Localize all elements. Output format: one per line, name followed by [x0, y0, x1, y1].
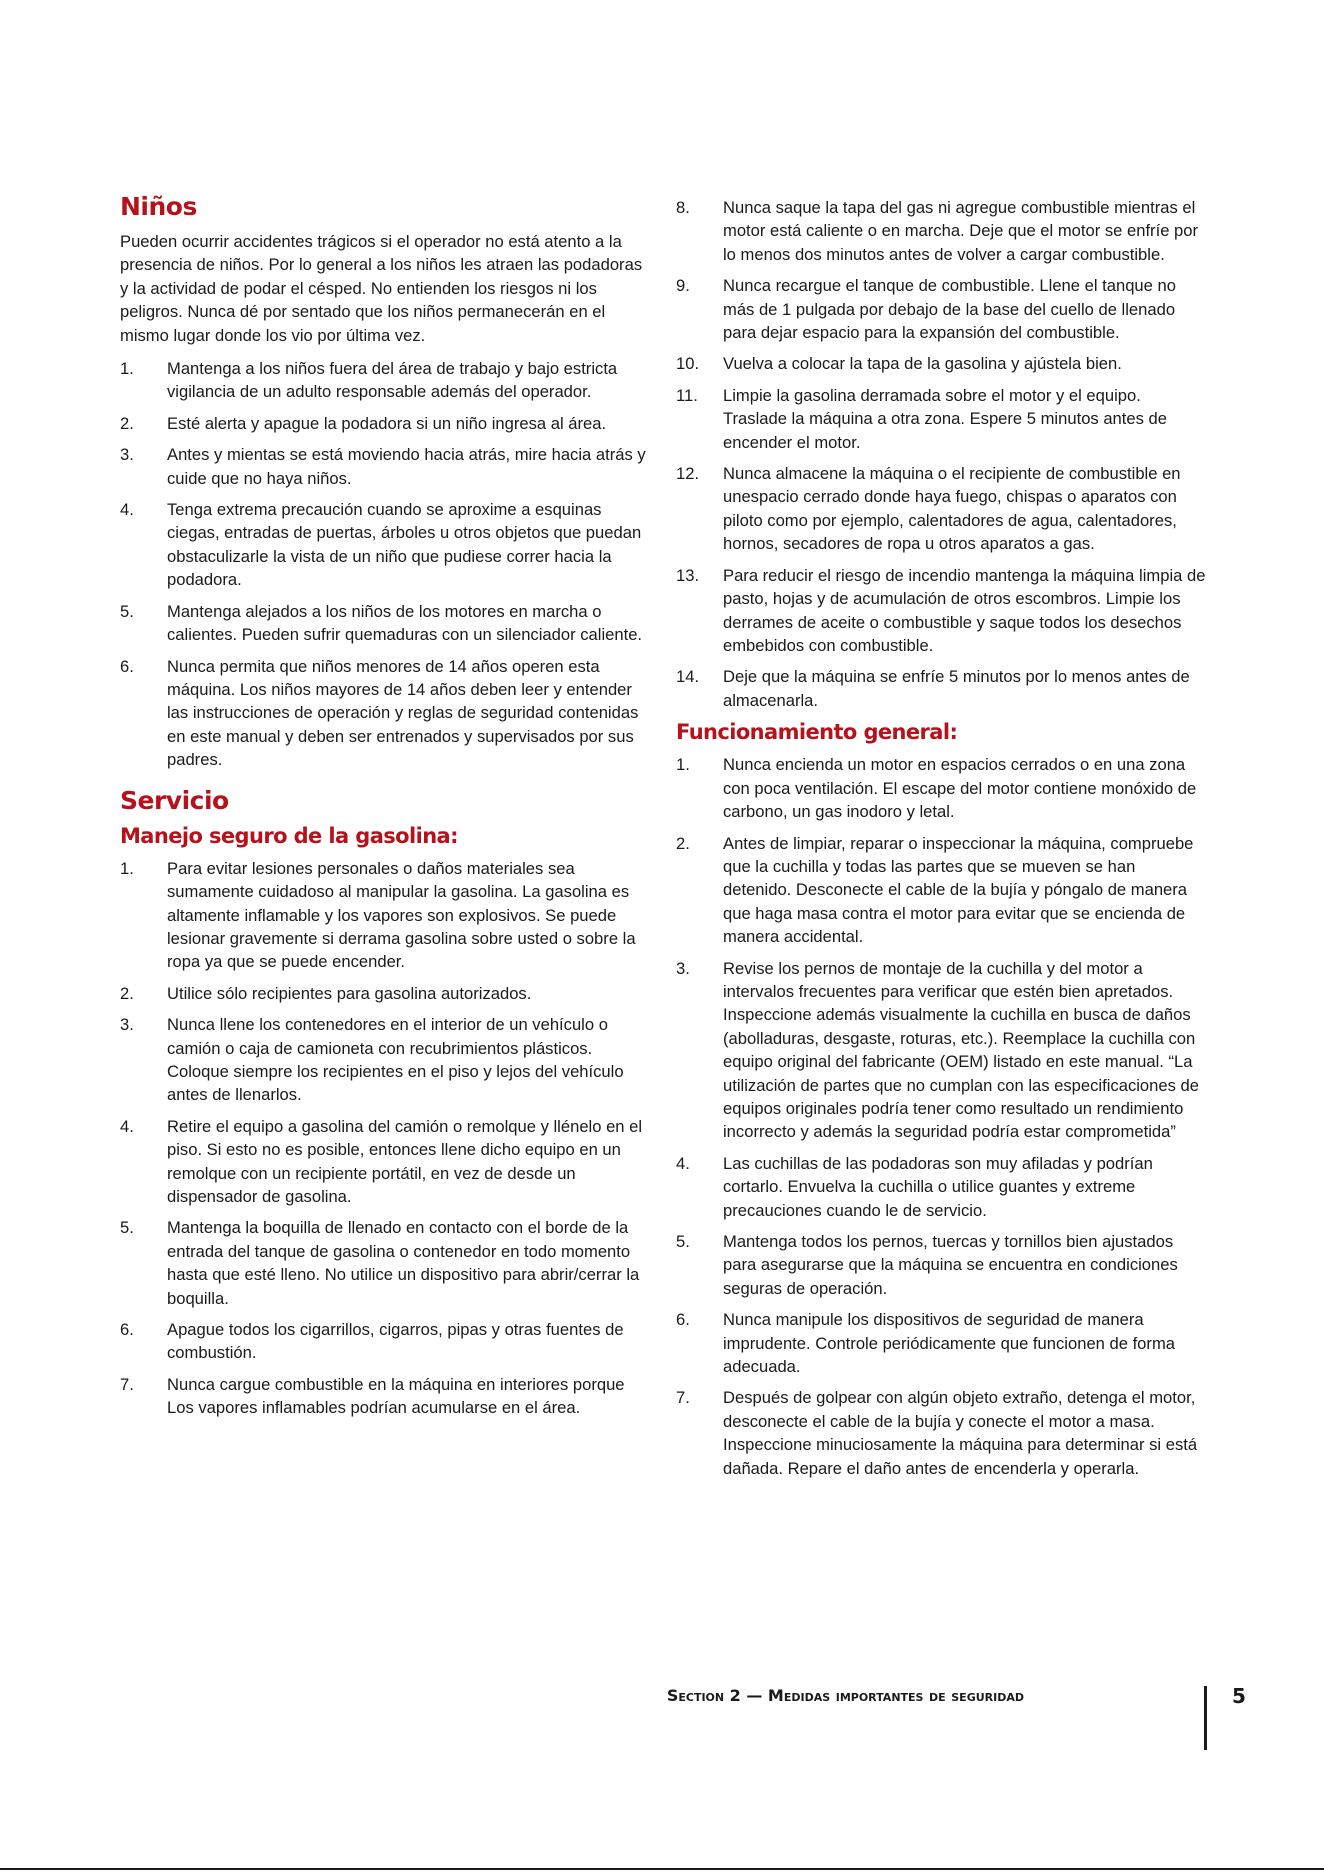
list-item	[676, 384, 1206, 454]
list-item-number: 5.	[120, 1218, 134, 1238]
list-item-number: 4.	[120, 1116, 134, 1136]
footer-divider	[1204, 1686, 1207, 1750]
list-item-text: Limpie la gasolina derramada sobre el motor y el equipo. Traslade la máquina a otra zona. Espere 5 minutos antes de encender el motor.	[723, 385, 1167, 452]
list-item-number: 9.	[676, 276, 690, 296]
list-item	[120, 600, 650, 647]
servicio-heading: Servicio	[120, 785, 229, 815]
list-item-text: Utilice sólo recipientes para gasolina autorizados.	[167, 983, 532, 1003]
list-item-number: 4.	[120, 500, 134, 520]
list-item-number: 3.	[676, 958, 690, 978]
list-item-number: 6.	[120, 1320, 134, 1340]
list-item	[676, 1152, 1206, 1222]
list-item-number: 1.	[120, 359, 134, 379]
list-item-text: Tenga extrema precaución cuando se aproxime a esquinas ciegas, entradas de puertas, árboles u otros objetos que puedan obstaculizarle la vista de un niño que pudiese correr hacia la podadora.	[167, 500, 642, 590]
list-item-number: 12.	[676, 464, 700, 484]
list-item	[676, 1386, 1206, 1480]
list-item-number: 6.	[120, 656, 134, 676]
list-item	[120, 655, 650, 772]
list-item	[120, 1013, 650, 1107]
list-item-number: 3.	[120, 1015, 134, 1035]
right-column	[676, 196, 1206, 1488]
list-item	[676, 352, 1206, 375]
list-item	[676, 665, 1206, 712]
list-item-text: Apague todos los cigarrillos, cigarros, pipas y otras fuentes de combustión.	[167, 1320, 624, 1363]
page-bottom-rule	[0, 1868, 1324, 1870]
list-item-number: 14.	[676, 667, 700, 687]
gasolina-heading: Manejo seguro de la gasolina:	[120, 823, 458, 848]
list-item-number: 5.	[120, 601, 134, 621]
list-item-text: Nunca saque la tapa del gas ni agregue combustible mientras el motor está caliente o en marcha. Deje que el motor se enfríe por lo menos dos minutos antes de volver a cargar combustible.	[723, 198, 1199, 264]
ninos-list	[120, 357, 650, 772]
list-item	[120, 357, 650, 404]
list-item-text: Nunca recargue el tanque de combustible. Llene el tanque no más de 1 pulgada por debajo de la base del cuello de llenado para dejar espacio para la expansión del combustible.	[723, 276, 1176, 343]
list-item-text: Mantenga alejados a los niños de los motores en marcha o calientes. Pueden sufrir quemaduras con un silenciador caliente.	[167, 601, 643, 645]
list-item-number: 2.	[120, 983, 134, 1003]
list-item-number: 2.	[120, 413, 134, 433]
list-item	[676, 1230, 1206, 1300]
list-item-number: 8.	[676, 198, 690, 217]
list-item-text: Vuelva a colocar la tapa de la gasolina y ajústela bien.	[723, 354, 1122, 374]
list-item-number: 11.	[676, 385, 698, 405]
left-column	[120, 192, 650, 1428]
list-item-text: Antes y mientas se está moviendo hacia atrás, mire hacia atrás y cuide que no haya niños.	[167, 445, 646, 488]
list-item-text: Mantenga la boquilla de llenado en contacto con el borde de la entrada del tanque de gasolina o contenedor en todo momento hasta que esté lleno. No utilice un dispositivo para abrir/cerrar la boquilla.	[167, 1218, 640, 1308]
list-item-text: Antes de limpiar, reparar o inspeccionar la máquina, compruebe que la cuchilla y todas las partes que se mueven se han detenido. Desconecte el cable de la bujía y póngalo de manera que haga masa contra el motor para evitar que se encienda de manera accidental.	[723, 833, 1194, 947]
list-item	[120, 498, 650, 592]
list-item	[676, 564, 1206, 658]
list-item	[676, 196, 1206, 266]
list-item	[676, 274, 1206, 344]
list-item-number: 10.	[676, 354, 700, 374]
list-item-text: Deje que la máquina se enfríe 5 minutos por lo menos antes de almacenarla.	[723, 667, 1190, 710]
list-item	[676, 1308, 1206, 1378]
list-item-text: Mantenga todos los pernos, tuercas y tornillos bien ajustados para asegurarse que la máquina se encuentra en condiciones seguras de operación.	[723, 1232, 1178, 1298]
gasolina-list-continued	[676, 196, 1206, 712]
list-item	[676, 462, 1206, 556]
list-item	[120, 1115, 650, 1209]
list-item	[676, 832, 1206, 949]
list-item-text: Nunca almacene la máquina o el recipiente de combustible en unespacio cerrado donde haya fuego, chispas o aparatos con piloto como por ejemplo, calentadores de agua, calentadores, hornos, secadores de ropa u otros aparatos a gas.	[723, 464, 1181, 554]
list-item-number: 5.	[676, 1232, 690, 1252]
gasolina-list	[120, 857, 650, 1420]
list-item-text: Nunca manipule los dispositivos de seguridad de manera imprudente. Controle periódicamente que funcionen de forma adecuada.	[723, 1310, 1175, 1377]
footer-section-label: Section 2 — Medidas importantes de seguridad	[666, 1686, 1024, 1705]
list-item-text: Mantenga a los niños fuera del área de trabajo y bajo estricta vigilancia de un adulto responsable además del operador.	[167, 359, 618, 402]
list-item	[120, 1373, 650, 1420]
ninos-heading: Niños	[120, 192, 197, 221]
list-item-number: 13.	[676, 565, 700, 585]
list-item-text: Nunca permita que niños menores de 14 años operen esta máquina. Los niños mayores de 14 años deben leer y entender las instrucciones de operación y reglas de seguridad contenidas en este manual y deben ser entrenados y supervisados por sus padres.	[167, 656, 639, 770]
list-item-number: 6.	[676, 1310, 690, 1330]
list-item-text: Las cuchillas de las podadoras son muy afiladas y podrían cortarlo. Envuelva la cuchilla o utilice guantes y extreme precauciones cuando le de servicio.	[723, 1153, 1153, 1220]
list-item	[120, 982, 650, 1005]
list-item	[676, 753, 1206, 823]
list-item	[676, 957, 1206, 1144]
list-item	[120, 443, 650, 490]
list-item-text: Después de golpear con algún objeto extraño, detenga el motor, desconecte el cable de la bujía y conecte el motor a masa. Inspeccione minuciosamente la máquina para determinar si está dañada. Repare el daño antes de encenderla y operarla.	[723, 1388, 1198, 1478]
list-item-number: 1.	[676, 755, 690, 775]
list-item	[120, 412, 650, 435]
list-item-number: 2.	[676, 833, 690, 853]
list-item	[120, 857, 650, 974]
list-item-number: 1.	[120, 858, 134, 878]
funcionamiento-heading: Funcionamiento general:	[676, 720, 958, 745]
list-item	[120, 1318, 650, 1365]
list-item-text: Para evitar lesiones personales o daños materiales sea sumamente cuidadoso al manipular la gasolina. La gasolina es altamente inflamable y los vapores son explosivos. Se puede lesionar gravemente si derrama gasolina sobre usted o sobre la ropa ya que se puede encender.	[167, 858, 636, 972]
list-item-number: 3.	[120, 445, 134, 465]
list-item-text: Nunca llene los contenedores en el interior de un vehículo o camión o caja de camioneta con recubrimientos plásticos. Coloque siempre los recipientes en el piso y lejos del vehículo antes de llenarlos.	[167, 1015, 624, 1105]
list-item-number: 7.	[120, 1374, 134, 1394]
list-item-text: Nunca encienda un motor en espacios cerrados o en una zona con poca ventilación. El escape del motor contiene monóxido de carbono, un gas inodoro y letal.	[723, 755, 1197, 822]
list-item-text: Esté alerta y apague la podadora si un niño ingresa al área.	[167, 413, 607, 433]
page-number: 5	[1232, 1684, 1246, 1708]
list-item-text: Para reducir el riesgo de incendio mantenga la máquina limpia de pasto, hojas y de acumulación de otros escombros. Limpie los derrames de aceite o combustible y saque todos los desechos embebidos con combustible.	[723, 565, 1206, 655]
ninos-intro: Pueden ocurrir accidentes trágicos si el operador no está atento a la presencia de niños. Por lo general a los niños les atraen las podadoras y la actividad de podar el césped. No entienden los riesgos ni los peligros. Nunca dé por sentado que los niños permanecerán en el mismo lugar donde los vio por última vez.	[120, 232, 643, 345]
list-item-number: 7.	[676, 1388, 690, 1408]
list-item-number: 4.	[676, 1153, 690, 1173]
list-item-text: Retire el equipo a gasolina del camión o remolque y llénelo en el piso. Si esto no es posible, entonces llene dicho equipo en un remolque con un recipiente portátil, en vez de desde un dispensador de gasolina.	[167, 1116, 643, 1206]
list-item-text: Nunca cargue combustible en la máquina en interiores porque Los vapores inflamables podrían acumularse en el área.	[167, 1374, 625, 1418]
funcionamiento-list	[676, 753, 1206, 1480]
list-item-text: Revise los pernos de montaje de la cuchilla y del motor a intervalos frecuentes para verificar que estén bien apretados. Inspeccione además visualmente la cuchilla en busca de daños (abolladuras, desgaste, roturas, etc.). Reemplace la cuchilla con equipo original del fabricante (OEM) listado en este manual. “La utilización de partes que no cumplan con las especificaciones de equipos originales podría tener como resultado un rendimiento incorrecto y además la seguridad podría estar comprometida”	[723, 958, 1199, 1142]
list-item	[120, 1216, 650, 1310]
